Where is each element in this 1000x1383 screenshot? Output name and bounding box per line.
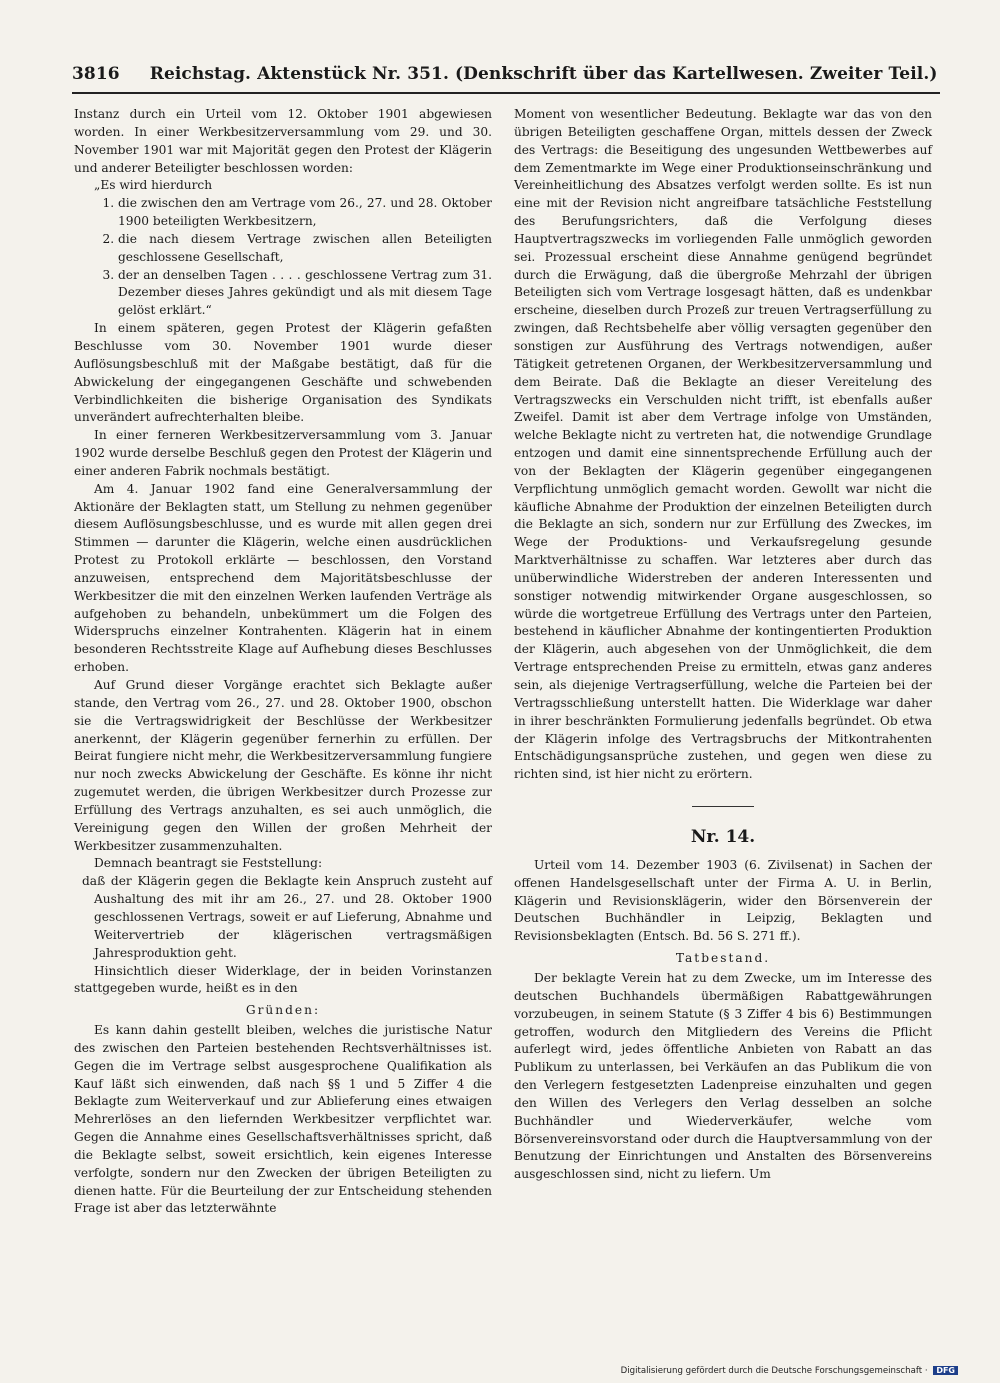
left-column xyxy=(74,106,492,1218)
paragraph: In einer ferneren Werkbesitzerversammlung vom 3. Januar 1902 wurde derselbe Beschluß gegen den Protest der Klägerin und einer anderen Fabrik nochmals bestätigt. xyxy=(74,428,492,478)
paragraph: Demnach beantragt sie Feststellung: xyxy=(94,856,323,871)
dfg-logo: DFG xyxy=(933,1366,958,1375)
paragraph: Moment von wesentlicher Bedeutung. Beklagte war das von den übrigen Beteiligten geschaffene Organ, mittels dessen der Zweck des Vertrags: die Beseitigung des ungesunden Wettbewerbes auf dem Zementmarkte im Wege einer Produktionseinschränkung und Vereinheitlichung des Absatzes verfolgt werden sollte. Es ist nun eine mit der Revision nicht angreifbare tatsächliche Feststellung des Berufungsrichters, daß die Verfolgung dieses Hauptvertragszwecks im vorliegenden Falle unmöglich geworden sei. Prozessual erscheint diese Annahme genügend begründet durch die Erwägung, daß die übergroße Mehrzahl der übrigen Beteiligten sich vom Vertrage losgesagt hätten, daß es undenkbar erscheine, dieselben durch Prozeß zur treuen Vertragserfüllung zu zwingen, daß Rechtsbehelfe aber völlig versagten gegenüber den sonstigen zur Ausführung des Vertrags notwendigen, außer Tätigkeit getretenen Organen, der Werkbesitzerversammlung und dem Beirate. Daß die Beklagte an dieser Vereitelung des Vertragszwecks ein Verschulden nicht trifft, ist ebenfalls außer Zweifel. Damit ist aber dem Vertrage infolge von Umständen, welche Beklagte nicht zu vertreten hat, die notwendige Grundlage entzogen und damit eine sinnentsprechende Erfüllung auch der von der Beklagten der Klägerin gegenüber eingegangenen Verpflichtung unmöglich gemacht worden. Gewollt war nicht die käufliche Abnahme der Produktion der einzelnen Beteiligten durch die Beklagte an sich, sondern nur zur Erfüllung des Zweckes, im Wege der Produktions- und Verkaufsregelung gesunde Marktverhältnisse zu schaffen. War letzteres aber durch das unüberwindliche Widerstreben der anderen Interessenten und sonstiger notwendig mitwirkender Organe ausgeschlossen, so würde die wortgetreue Erfüllung des Vertrags unter den Parteien, bestehend in käuflicher Abnahme der kontingentierten Produktion der Klägerin, auch abgesehen von der Unmöglichkeit, die dem Vertrage entsprechenden Preise zu ermitteln, etwas ganz anderes sein, als diejenige Vertragserfüllung, welche die Parteien bei der Vertragsschließung unterstellt hatten. Die Widerklage war daher in ihrer beschränkten Formulierung jedenfalls begründet. Ob etwa der Klägerin infolge des Vertragsbruchs der Mitkontrahenten Entschädigungsansprüche zustehen, und gegen wen diese zu richten sind, ist hier nicht zu erörtern. xyxy=(514,107,932,782)
page-number: 3816 xyxy=(72,64,120,84)
paragraph: In einem späteren, gegen Protest der Klägerin gefaßten Beschlusse vom 30. November 1901 wurde dieser Auflösungsbeschluß mit der Maßgabe bestätigt, daß für die Abwickelung der eingegangenen Geschäfte und schwebenden Verbindlichkeiten die bisherige Organisation des Syndikats unverändert aufrechterhalten bleibe. xyxy=(74,321,492,425)
header-rule xyxy=(72,92,940,94)
list-item: 3. der an denselben Tagen . . . . geschlossene Vertrag zum 31. Dezember dieses Jahres gekündigt und als mit diesem Tage gelöst erklärt.“ xyxy=(118,267,492,321)
paragraph: Auf Grund dieser Vorgänge erachtet sich Beklagte außer stande, den Vertrag vom 26., 27. und 28. Oktober 1900, obschon sie die Vertragswidrigkeit der Beschlüsse der Werkbesitzer anerkennt, der Klägerin gegenüber fernerhin zu erfüllen. Der Beirat fungiere nicht mehr, die Werkbesitzerversammlung fungiere nur noch zwecks Abwickelung der Geschäfte. Es könne ihr nicht zugemutet werden, die übrigen Werkbesitzer durch Prozesse zur Erfüllung des Vertrags anzuhalten, es sei auch unmöglich, die Vereinigung gegen den Willen der großen Mehrheit der Werkbesitzer zusammenzuhalten. xyxy=(74,678,492,853)
paragraph: Es kann dahin gestellt bleiben, welches die juristische Natur des zwischen den Parteien bestehenden Rechtsverhältnisses ist. Gegen die im Vertrage selbst ausgesprochene Qualifikation als Kauf läßt sich einwenden, daß nach §§ 1 und 5 Ziffer 4 die Beklagte zum Weiterverkauf und zur Ablieferung eines etwaigen Mehrerlöses an den liefernden Werkbesitzer verpflichtet war. Gegen die Annahme eines Gesellschaftsverhältnisses spricht, daß die Beklagte selbst, soweit ersichtlich, kein eigenes Interesse verfolgte, sondern nur den Zwecken der übrigen Beteiligten zu dienen hatte. Für die Beurteilung der zur Entscheidung stehenden Frage ist aber das letzterwähnte xyxy=(74,1023,492,1216)
motion-text: daß der Klägerin gegen die Beklagte kein Anspruch zusteht auf Aushaltung des mit ihr am 26., 27. und 28. Oktober 1900 geschlossenen Vertrags, soweit er auf Lieferung, Abnahme und Weitervertrieb der klägerischen vertragsmäßigen Jahresproduktion geht. xyxy=(82,874,492,960)
paragraph: Der beklagte Verein hat zu dem Zwecke, um im Interesse des deutschen Buchhandels übermäßigen Rabattgewährungen vorzubeugen, in seinem Statute (§ 3 Ziffer 4 bis 6) Bestimmungen getroffen, wodurch den Mitgliedern des Vereins die Pflicht auferlegt wird, jedes öffentliche Anbieten von Rabatt an das Publikum zu unterlassen, bei Verkäufen an das Publikum die von den Verlegern festgesetzten Ladenpreise einzuhalten und gegen den Willen des Verlegers den Verlag desselben an solche Buchhändler und Wiederverkäufer, welche vom Börsenvereinsvorstand oder durch die Hauptversammlung von der Benutzung der Einrichtungen und Anstalten des Börsenvereins ausgeschlossen sind, nicht zu liefern. Um xyxy=(514,970,932,1182)
paragraph: Urteil vom 14. Dezember 1903 (6. Zivilsenat) in Sachen der offenen Handelsgesellschaft unter der Firma A. U. in Berlin, Klägerin und Revisionsklägerin, wider den Börsenverein der Deutschen Buchhändler in Leipzig, Beklagten und Revisionsbeklagten (Entsch. Bd. 56 S. 271 ff.). xyxy=(514,857,932,944)
paragraph: Am 4. Januar 1902 fand eine Generalversammlung der Aktionäre der Beklagten statt, um Stellung zu nehmen gegenüber diesem Auflösungsbeschlusse, und es wurde mit allen gegen drei Stimmen — darunter die Klägerin, welche einen ausdrücklichen Protest zu Protokoll erklärte — beschlossen, den Vorstand anzuweisen, entsprechend dem Majoritätsbeschlusse der Werkbesitzer die mit den einzelnen Werken laufenden Verträge als aufgehoben zu behandeln, unbekümmert um die Folgen des Widerspruchs einzelner Kontrahenten. Klägerin hat in einem besonderen Rechtsstreite Klage auf Aufhebung dieses Beschlusses erhoben. xyxy=(74,481,492,675)
section-divider xyxy=(692,806,754,807)
page-header xyxy=(72,64,940,84)
running-title: Reichstag. Aktenstück Nr. 351. (Denkschrift über das Kartellwesen. Zweiter Teil.) xyxy=(149,64,938,84)
case-number: Nr. 14. xyxy=(690,827,756,848)
paragraph: Instanz durch ein Urteil vom 12. Oktober 1901 abgewiesen worden. In einer Werkbesitzerversammlung vom 29. und 30. November 1901 war mit Majorität gegen den Protest der Klägerin und anderer Beteiligter beschlossen worden: xyxy=(74,107,492,175)
section-heading: Gründen: xyxy=(245,1003,321,1018)
list-item: 1. die zwischen den am Vertrage vom 26., 27. und 28. Oktober 1900 beteiligten Werkbesitzern, xyxy=(118,195,492,231)
list-item: 2. die nach diesem Vertrage zwischen allen Beteiligten geschlossene Gesellschaft, xyxy=(118,231,492,267)
resolution-list xyxy=(74,195,492,320)
paragraph: Hinsichtlich dieser Widerklage, der in beiden Vorinstanzen stattgegeben wurde, heißt es in den xyxy=(74,963,492,996)
digitization-footer: Digitalisierung gefördert durch die Deutsche Forschungsgemeinschaft · DFG xyxy=(548,1366,958,1376)
section-heading: Tatbestand. xyxy=(675,951,771,966)
footer-text: Digitalisierung gefördert durch die Deutsche Forschungsgemeinschaft xyxy=(620,1366,923,1376)
quote-intro: „Es wird hierdurch xyxy=(94,178,213,193)
right-column xyxy=(514,106,932,1184)
